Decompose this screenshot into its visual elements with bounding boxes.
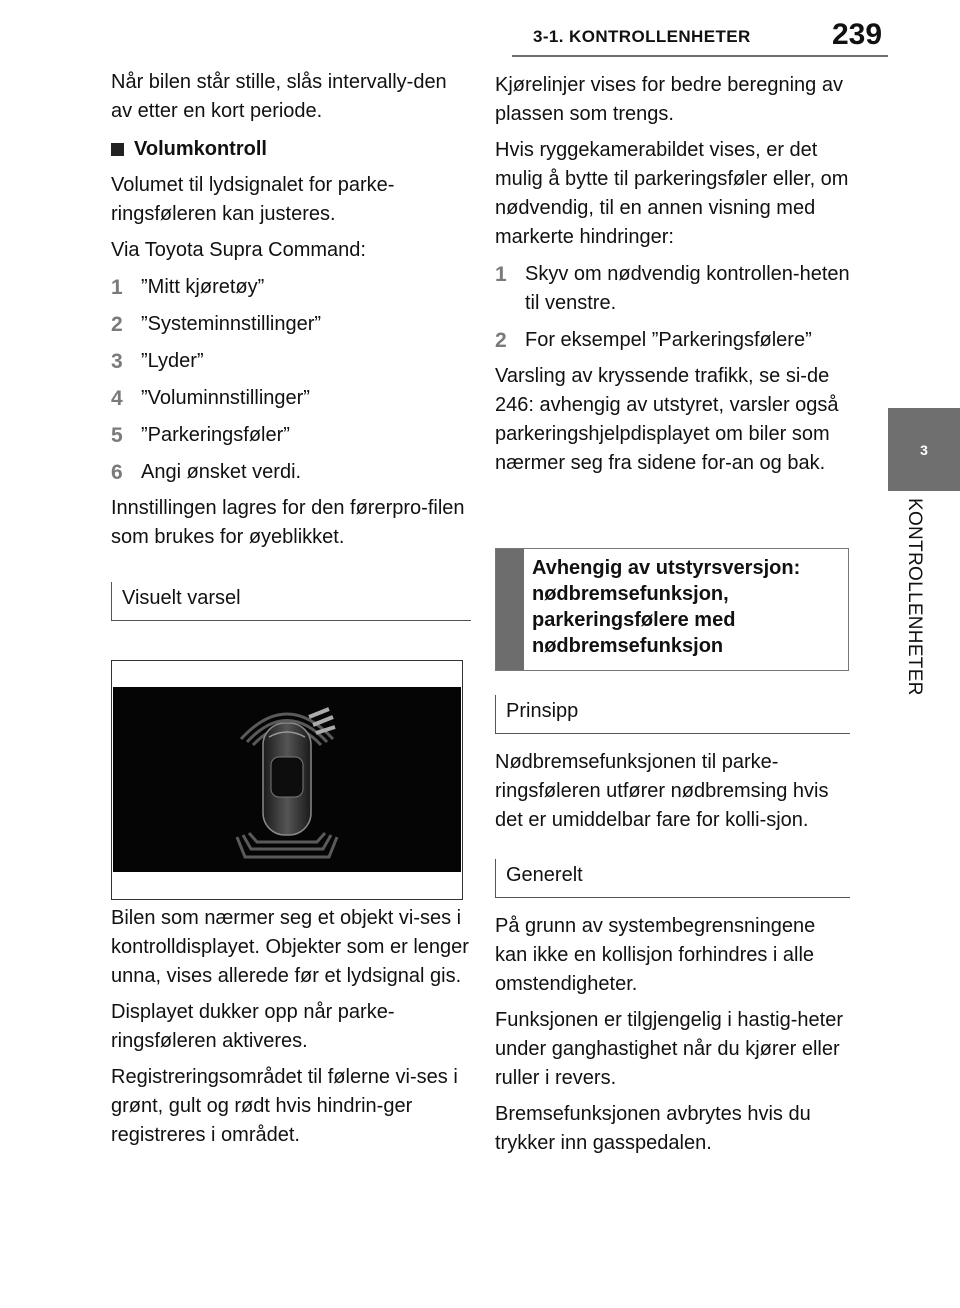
chapter-label: KONTROLLENHETER [904, 498, 925, 696]
header-divider [512, 55, 888, 57]
section-title: 3-1. KONTROLLENHETER [533, 27, 751, 46]
page-number: 239 [832, 18, 883, 51]
paragraph: Bremsefunksjonen avbrytes hvis du trykker inn gasspedalen. [495, 1103, 811, 1154]
step-text: ”Voluminnstillinger” [141, 387, 310, 409]
step-number: 5 [111, 424, 123, 447]
paragraph: Via Toyota Supra Command: [111, 239, 366, 261]
paragraph: Bilen som nærmer seg et objekt vi-ses i kontrolldisplayet. Objekter som er lenger unna, vises allerede før et lydsignal gis. [111, 907, 469, 987]
right-column-lower [495, 695, 850, 1158]
chapter-number: 3 [920, 441, 928, 458]
step-number: 4 [111, 387, 123, 410]
step-text: Angi ønsket verdi. [141, 461, 302, 483]
step-text: ”Systeminnstillinger” [141, 313, 322, 335]
left-column [111, 68, 471, 621]
step-item [495, 260, 850, 318]
step-number: 2 [111, 313, 123, 336]
paragraph: Funksjonen er tilgjengelig i hastig-heter under ganghastighet når du kjører eller ruller i revers. [495, 1009, 843, 1089]
step-number: 6 [111, 461, 123, 484]
paragraph: Registreringsområdet til følerne vi-ses i grønt, gult og rødt hvis hindrin-ger registreres i området. [111, 1066, 458, 1146]
chapter-tab [888, 408, 960, 491]
heading-text: Volumkontroll [134, 138, 267, 160]
step-text: ”Parkeringsføler” [141, 424, 290, 446]
paragraph: Varsling av kryssende trafikk, se si-de 246: avhengig av utstyret, varsler også parkeringshjelpdisplayet om biler som nærmer seg fra sidene for-an og bak. [495, 365, 839, 474]
paragraph: Hvis ryggekamerabildet vises, er det mulig å bytte til parkeringsføler eller, om nødvendig, til en annen visning med markerte hindringer: [495, 139, 849, 248]
step-text: ”Lyder” [141, 350, 204, 372]
parking-display-figure [111, 660, 463, 900]
notice-text: Avhengig av utstyrsversjon: nødbremsefunksjon, parkeringsfølere med nødbremsefunksjon [532, 557, 801, 657]
step-number: 1 [495, 263, 507, 286]
step-text: Skyv om nødvendig kontrollen-heten til venstre. [525, 263, 850, 314]
left-column-lower [111, 904, 471, 1150]
paragraph: Displayet dukker opp når parke-ringsføleren aktiveres. [111, 1001, 395, 1052]
parking-sensor-illustration [113, 687, 461, 872]
notice-bar [496, 549, 524, 670]
subheading: Visuelt varsel [111, 582, 471, 621]
paragraph: Nødbremsefunksjonen til parke-ringsføleren utfører nødbremsing hvis det er umiddelbar fare for kolli-sjon. [495, 751, 829, 831]
step-item [111, 273, 471, 302]
paragraph: Kjørelinjer vises for bedre beregning av plassen som trengs. [495, 74, 843, 125]
paragraph: Innstillingen lagres for den førerpro-filen som brukes for øyeblikket. [111, 497, 465, 548]
step-text: ”Mitt kjøretøy” [141, 276, 265, 298]
right-column [495, 71, 850, 478]
equipment-notice [495, 548, 849, 671]
step-item [111, 310, 471, 339]
section-heading [111, 135, 471, 164]
step-item [495, 326, 850, 355]
paragraph: På grunn av systembegrensningene kan ikke en kollisjon forhindres i alle omstendigheter. [495, 915, 816, 995]
subheading: Prinsipp [495, 695, 850, 734]
car-icon [263, 723, 311, 835]
step-item [111, 384, 471, 413]
step-text: For eksempel ”Parkeringsfølere” [525, 329, 812, 351]
intro-paragraph: Når bilen står stille, slås intervally-den av etter en kort periode. [111, 71, 447, 122]
step-item [111, 347, 471, 376]
paragraph: Volumet til lydsignalet for parke-ringsføleren kan justeres. [111, 174, 395, 225]
step-item [111, 421, 471, 450]
step-number: 3 [111, 350, 123, 373]
rear-sensor-zone [237, 833, 337, 857]
step-number: 2 [495, 329, 507, 352]
control-display [113, 687, 461, 872]
step-number: 1 [111, 276, 123, 299]
square-bullet-icon [111, 143, 124, 156]
subheading: Generelt [495, 859, 850, 898]
step-item [111, 458, 471, 487]
